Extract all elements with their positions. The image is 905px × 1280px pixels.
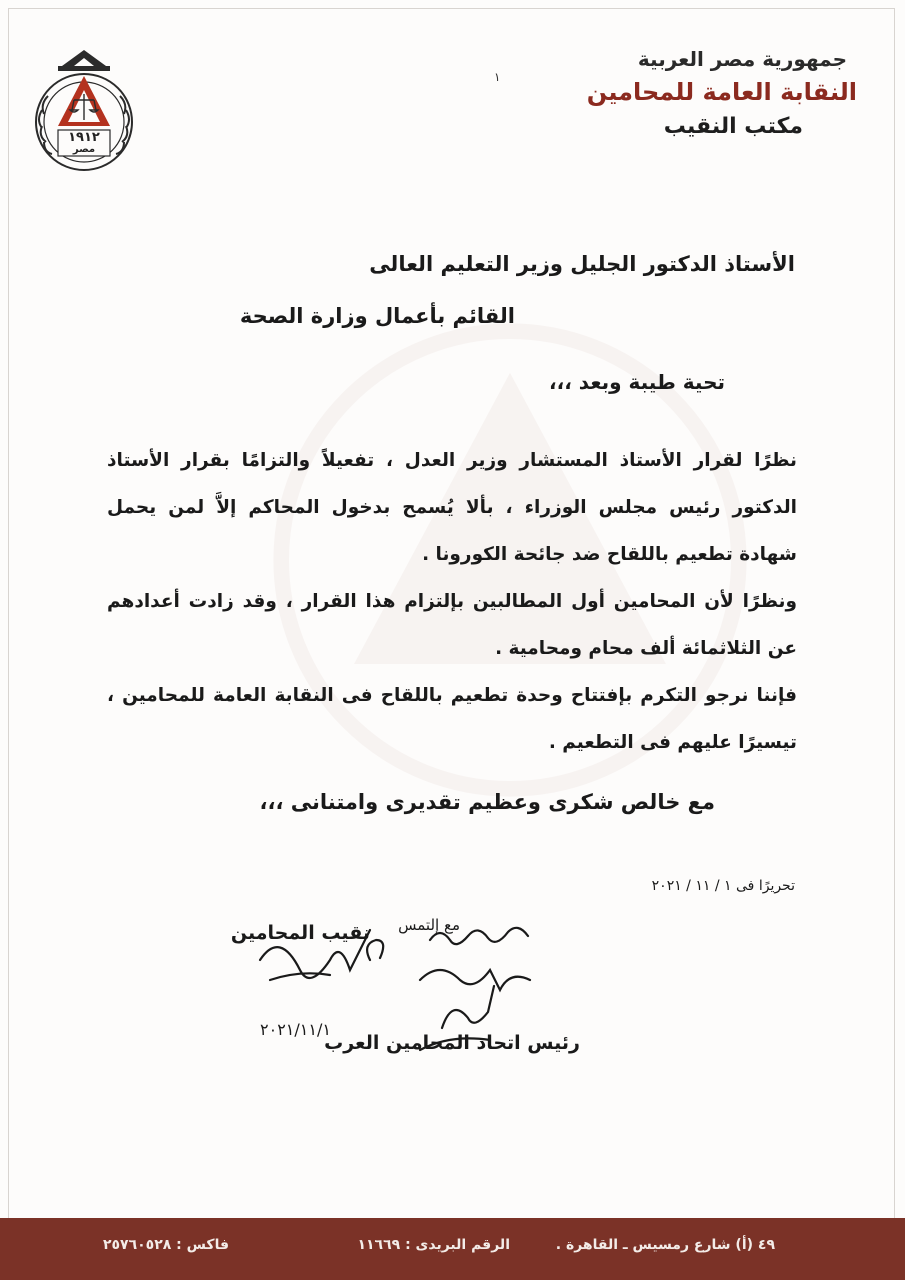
logo-year: ١٩١٢ xyxy=(68,130,100,145)
syndicate-logo xyxy=(32,44,136,190)
margin-mark: ١ xyxy=(494,70,501,84)
letter-footer xyxy=(0,1218,905,1280)
footer-fax: فاكس : ٢٥٧٦٠٥٢٨ xyxy=(102,1237,229,1253)
handwritten-date: ٢٠٢١/١١/١ xyxy=(260,1020,331,1039)
addressee-line-1: الأستاذ الدكتور الجليل وزير التعليم العالى xyxy=(369,252,795,276)
body-paragraph: ونظرًا لأن المحامين أول المطالبين بإلتزام هذا القرار ، وقد زادت أعدادهم عن الثلاثمائة ألف محام ومحامية . xyxy=(107,591,797,659)
signatory-second-title: رئيس اتحاد المحامين العرب xyxy=(324,1032,580,1054)
letterhead xyxy=(487,44,857,144)
handwritten-note: مع إلتمس xyxy=(398,916,460,934)
country-name: جمهورية مصر العربية xyxy=(637,47,847,71)
footer-postal-code: الرقم البريدى : ١١٦٦٩ xyxy=(357,1237,510,1253)
syndicate-name: النقابة العامة للمحامين xyxy=(586,78,857,106)
body-paragraph: فإننا نرجو التكرم بإفتتاح وحدة تطعيم باللقاح فى النقابة العامة للمحامين ، تيسيرًا عليهم فى التطعيم . xyxy=(107,685,797,753)
letter-date: تحريرًا فى ١ / ١١ / ٢٠٢١ xyxy=(651,878,795,894)
office-name: مكتب النقيب xyxy=(663,114,803,139)
footer-address: ٤٩ (أ) شارع رمسيس ـ القاهرة . xyxy=(555,1237,775,1253)
bar-association-emblem-icon xyxy=(32,44,136,190)
body-paragraph: نظرًا لقرار الأستاذ المستشار وزير العدل ، تفعيلاً والتزامًا بقرار الأستاذ الدكتور رئيس مجلس الوزراء ، بألا يُسمح بدخول المحاكم إلاَّ لمن يحمل شهادة تطعيم باللقاح ضد جائحة الكورونا . xyxy=(107,450,797,565)
signatory-title: نقيب المحامين xyxy=(230,922,370,944)
logo-country: مصر xyxy=(72,144,96,155)
closing-line: مع خالص شكرى وعظيم تقديرى وامتنانى ،،، xyxy=(259,790,715,814)
addressee-line-2: القائم بأعمال وزارة الصحة xyxy=(239,304,515,328)
greeting: تحية طيبة وبعد ،،، xyxy=(549,370,725,394)
